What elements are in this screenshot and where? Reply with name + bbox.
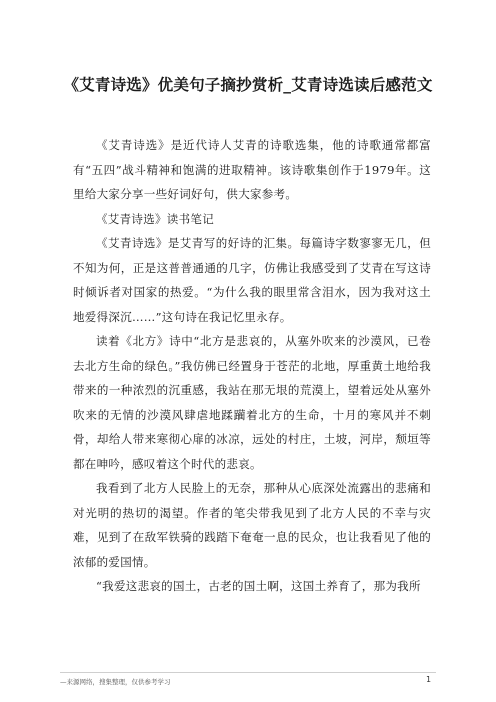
paragraph-quote: “我爱这悲哀的国土，古老的国土啊，这国土养育了，那为我所 [96, 579, 421, 593]
paragraph-north-poem: 读着《北方》诗中“北方是悲哀的，从塞外吹来的沙漠风，已卷去北方生命的绿色。”我仿佛已经置身于苍茫的北地，厚重黄土地给我带来的一种浓烈的沉重感，我站在那无垠的荒漠上，望着远处从塞外吹来的无情的沙漠风肆虐地蹂躏着北方的生命，十月的寒风并不刺骨，却给人带来寒彻心扉的冰凉，远处的村庄，土坡，河岸，颓垣等都在呻吟，感叹着这个时代的悲哀。 [73, 334, 431, 471]
document-title: 《艾青诗选》优美句子摘抄赏析_艾青诗选读后感范文 [63, 76, 433, 94]
paragraph-intro: 《艾青诗选》是近代诗人艾青的诗歌选集，他的诗歌通常都富有“五四”战斗精神和饱满的进取精神。该诗歌集创作于1979年。这里给大家分享一些好词好句，供大家参考。 [73, 138, 431, 201]
document-body [73, 133, 431, 599]
paragraph-subheading: 《艾青诗选》读书笔记 [96, 211, 214, 226]
footer-divider [60, 672, 436, 673]
paragraph-overview: 《艾青诗选》是艾青写的好诗的汇集。每篇诗字数寥寥无几，但不知为何，正是这普普通通的几字，仿佛让我感受到了艾青在写这诗时倾诉者对国家的热爱。“为什么我的眼里常含泪水，因为我对这土地爱得深沉……”这句诗在我记忆里永存。 [73, 236, 431, 324]
page-number: 1 [426, 675, 432, 684]
footer-source-note: —来源网络，搜集整理，仅供参考学习 [60, 678, 171, 686]
paragraph-north-people: 我看到了北方人民脸上的无奈，那种从心底深处流露出的悲痛和对光明的热切的渴望。作者的笔尖带我见到了北方人民的不幸与灾难，见到了在敌军铁骑的践踏下奄奄一息的民众，也让我看见了他的浓郁的爱国情。 [73, 481, 431, 569]
